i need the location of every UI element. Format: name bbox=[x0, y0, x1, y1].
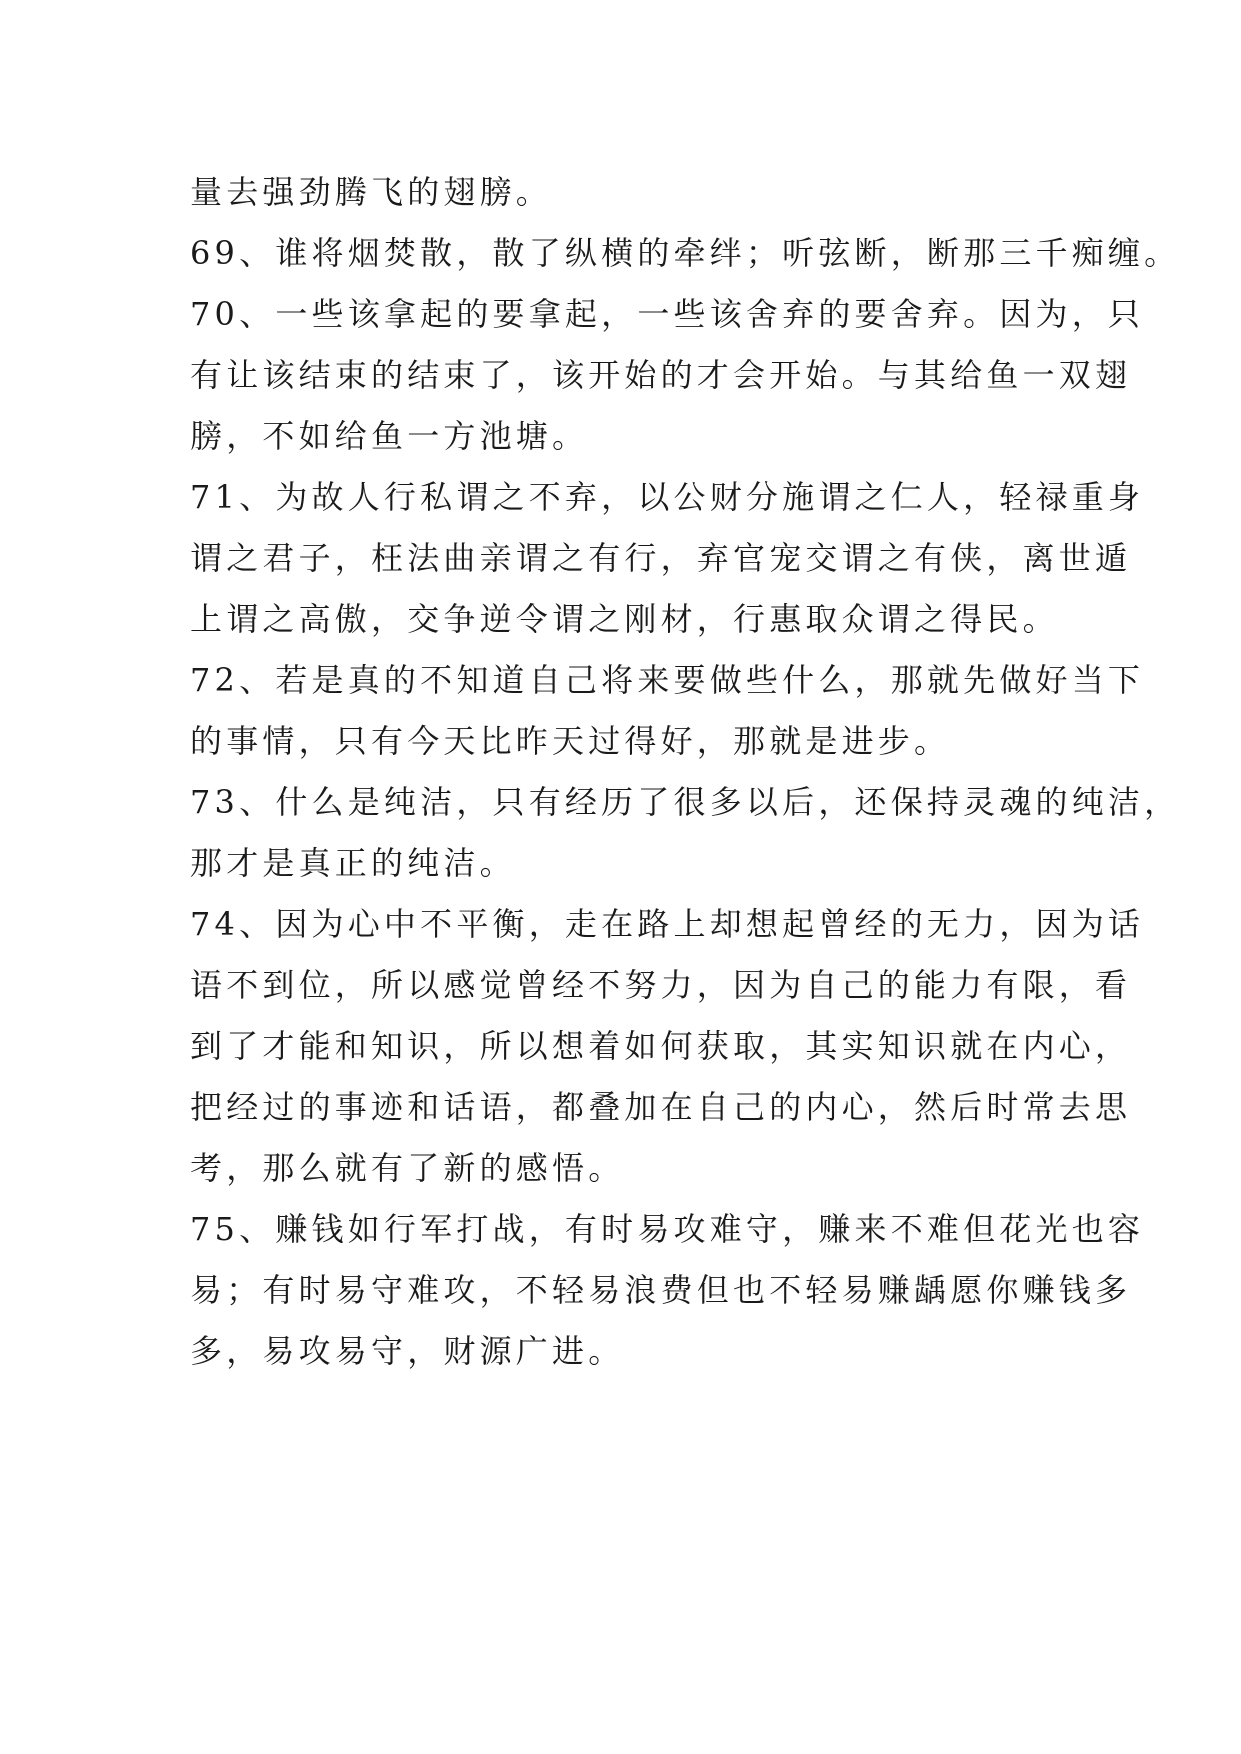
text-line: 把经过的事迹和话语，都叠加在自己的内心，然后时常去思 bbox=[190, 1088, 1132, 1126]
text-line: 多，易攻易守，财源广进。 bbox=[190, 1332, 625, 1370]
text-line: 69、谁将烟焚散，散了纵横的牵绊；听弦断，断那三千痴缠。 bbox=[190, 234, 1181, 272]
text-line: 上谓之高傲，交争逆令谓之刚材，行惠取众谓之得民。 bbox=[190, 600, 1059, 638]
text-line: 72、若是真的不知道自己将来要做些什么，那就先做好当下 bbox=[190, 661, 1145, 699]
text-line: 那才是真正的纯洁。 bbox=[190, 844, 516, 882]
text-line: 的事情，只有今天比昨天过得好，那就是进步。 bbox=[190, 722, 951, 760]
text-line: 谓之君子，枉法曲亲谓之有行，弃官宠交谓之有侠，离世遁 bbox=[190, 539, 1132, 577]
text-line: 到了才能和知识，所以想着如何获取，其实知识就在内心， bbox=[190, 1027, 1132, 1065]
text-line: 70、一些该拿起的要拿起，一些该舍弃的要舍弃。因为，只 bbox=[190, 295, 1145, 333]
body-text bbox=[190, 162, 1181, 1382]
text-line: 量去强劲腾飞的翅膀。 bbox=[190, 173, 553, 211]
text-line: 73、什么是纯洁，只有经历了很多以后，还保持灵魂的纯洁， bbox=[190, 783, 1181, 821]
text-line: 考，那么就有了新的感悟。 bbox=[190, 1149, 625, 1187]
text-line: 易；有时易守难攻，不轻易浪费但也不轻易赚龋愿你赚钱多 bbox=[190, 1271, 1132, 1309]
text-line: 75、赚钱如行军打战，有时易攻难守，赚来不难但花光也容 bbox=[190, 1210, 1145, 1248]
text-line: 有让该结束的结束了，该开始的才会开始。与其给鱼一双翅 bbox=[190, 356, 1132, 394]
text-line: 语不到位，所以感觉曾经不努力，因为自己的能力有限，看 bbox=[190, 966, 1132, 1004]
text-line: 74、因为心中不平衡，走在路上却想起曾经的无力，因为话 bbox=[190, 905, 1145, 943]
text-line: 71、为故人行私谓之不弃，以公财分施谓之仁人，轻禄重身 bbox=[190, 478, 1145, 516]
text-line: 膀，不如给鱼一方池塘。 bbox=[190, 417, 589, 455]
